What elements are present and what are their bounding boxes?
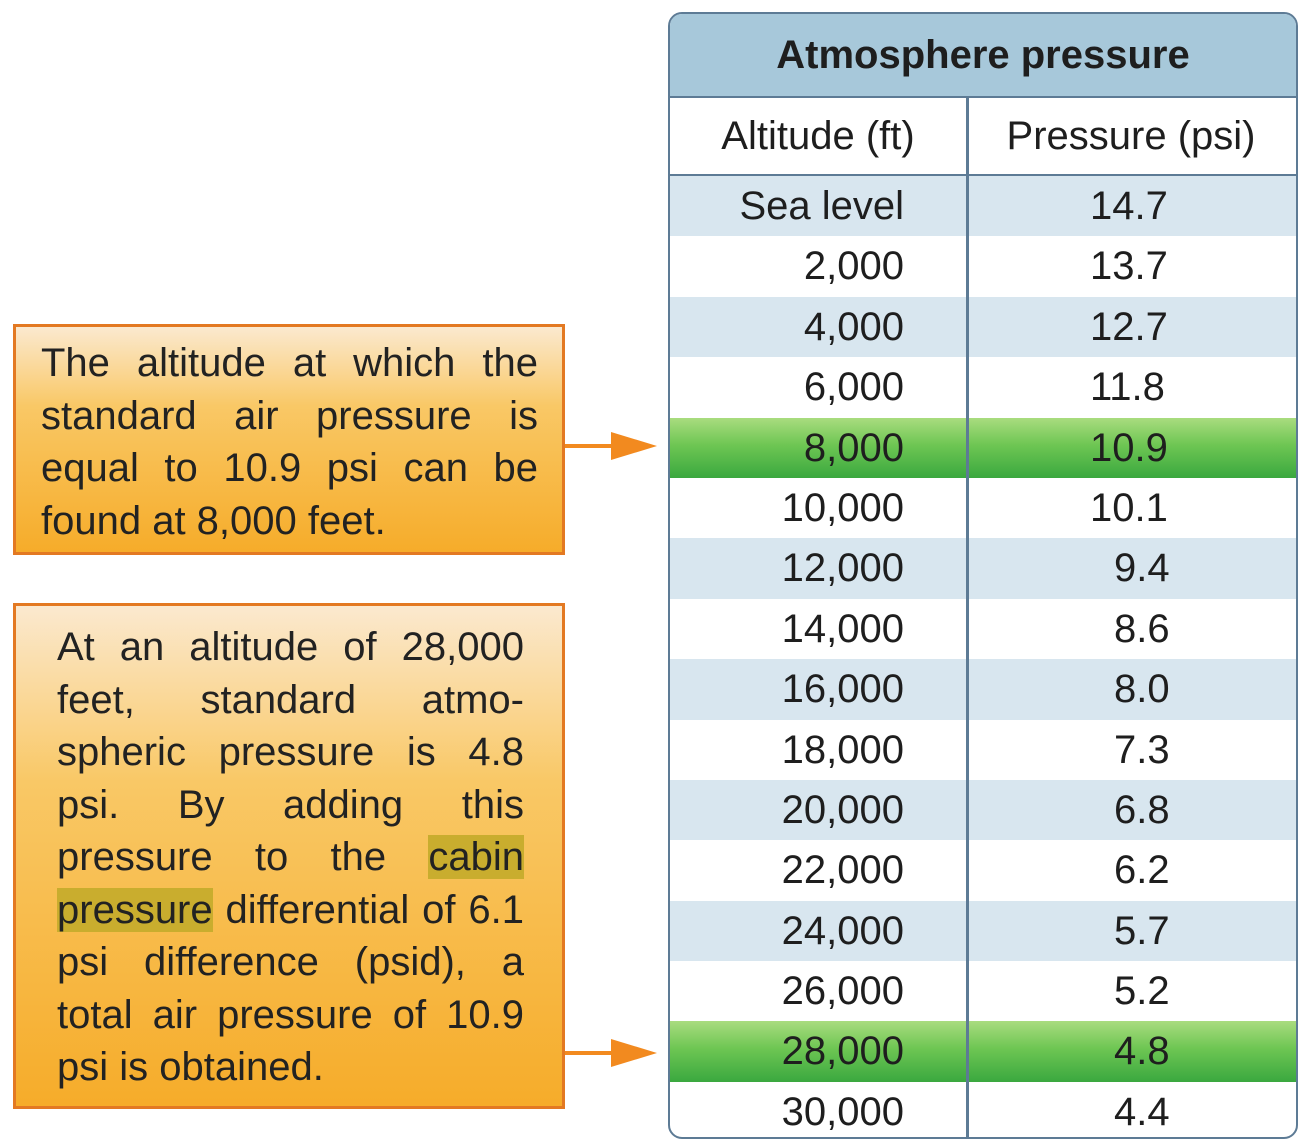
table-row (670, 780, 1296, 840)
column-divider (966, 98, 969, 1137)
altitude-cell: 4,000 (803, 304, 904, 349)
table-row (670, 901, 1296, 961)
table-title: Atmosphere pressure (670, 14, 1296, 98)
callout-28000ft-text-before: At an altitude of 28,000 feet, standard atmospheric pressure is 4.8 psi. By adding this pressure to the (57, 625, 524, 879)
header-altitude: Altitude (ft) (721, 113, 915, 158)
altitude-cell: 12,000 (781, 546, 904, 591)
table-body (670, 176, 1296, 1139)
table-row (670, 599, 1296, 659)
table-row (670, 297, 1296, 357)
pressure-cell: 12.7 (1090, 304, 1168, 349)
altitude-cell: 30,000 (781, 1089, 904, 1134)
table-header-row (670, 98, 1296, 176)
table-row (670, 720, 1296, 780)
pressure-cell: 13.7 (1090, 244, 1168, 289)
altitude-cell: 6,000 (803, 365, 904, 410)
altitude-cell: 22,000 (781, 848, 904, 893)
callout-8000ft (13, 324, 565, 555)
altitude-cell: 18,000 (781, 727, 904, 772)
table-row (670, 418, 1296, 478)
altitude-cell: 16,000 (781, 667, 904, 712)
pressure-cell: 7.3 (1114, 727, 1170, 772)
pressure-cell: 6.8 (1114, 787, 1170, 832)
pressure-cell: 8.0 (1114, 667, 1170, 712)
callout-8000ft-text: The altitude at which the standard air pressure is equal to 10.9 psi can be found at 8,000 feet. (41, 341, 538, 543)
pressure-cell: 10.9 (1090, 425, 1168, 470)
pressure-cell: 8.6 (1114, 606, 1170, 651)
altitude-cell: Sea level (739, 184, 904, 228)
altitude-cell: 20,000 (781, 787, 904, 832)
table-row (670, 236, 1296, 296)
callout-28000ft (13, 603, 565, 1109)
altitude-cell: 26,000 (781, 969, 904, 1014)
altitude-cell: 8,000 (803, 425, 904, 470)
header-pressure: Pressure (psi) (1006, 113, 1256, 158)
arrow-to-8000-row (565, 444, 611, 448)
altitude-cell: 28,000 (781, 1029, 904, 1074)
pressure-cell: 6.2 (1114, 848, 1170, 893)
table-row (670, 538, 1296, 598)
table-row (670, 357, 1296, 417)
callout-28000ft-text-after: differential of 6.1 psi difference (psid), a total air pressure of 10.9 psi is obtained. (57, 887, 524, 1089)
arrow-to-28000-row (565, 1051, 611, 1055)
table-row (670, 1082, 1296, 1139)
table-row (670, 961, 1296, 1021)
altitude-cell: 10,000 (781, 485, 904, 530)
pressure-cell: 14.7 (1090, 184, 1168, 228)
altitude-cell: 14,000 (781, 606, 904, 651)
pressure-cell: 5.2 (1114, 969, 1170, 1014)
table-row (670, 840, 1296, 900)
altitude-cell: 24,000 (781, 908, 904, 953)
pressure-cell: 10.1 (1090, 485, 1168, 530)
table-row (670, 1021, 1296, 1081)
pressure-cell: 11.8 (1090, 365, 1165, 410)
table-row (670, 176, 1296, 236)
pressure-cell: 9.4 (1114, 546, 1170, 591)
table-row (670, 659, 1296, 719)
callout-28000ft-text (57, 621, 524, 1094)
pressure-cell: 4.4 (1114, 1089, 1170, 1134)
table-row (670, 478, 1296, 538)
atmosphere-pressure-table (668, 12, 1298, 1139)
cabin-pressure-highlight: cabin pressure (57, 835, 524, 932)
pressure-cell: 5.7 (1114, 908, 1170, 953)
altitude-cell: 2,000 (803, 244, 904, 289)
pressure-cell: 4.8 (1114, 1029, 1170, 1074)
